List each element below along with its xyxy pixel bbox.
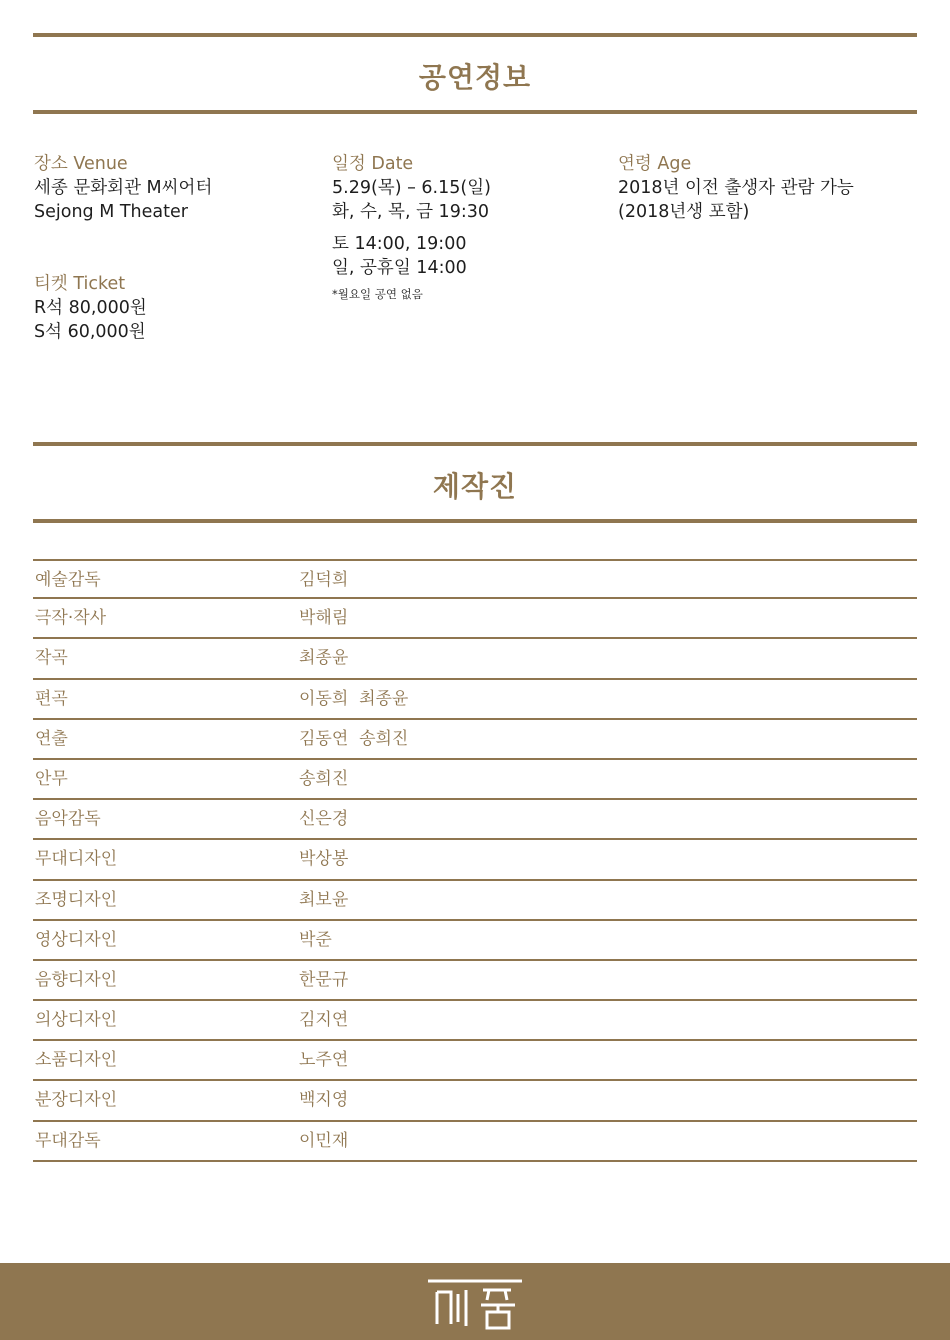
footer-bar [0,1263,950,1340]
credits-table [33,559,917,1162]
credit-name: 박준 [299,929,332,950]
info-bottom-rule [33,110,917,114]
credit-name: 김덕희 [299,570,349,590]
info-top-rule [33,33,917,37]
credits-section-title: 제작진 [432,470,518,503]
credit-name: 한문규 [299,969,349,990]
credit-row [33,1001,917,1041]
credit-name: 박해림 [299,608,349,629]
credit-name: 노주연 [299,1050,349,1071]
credit-name: 김동연 송희진 [299,728,409,749]
credit-row [33,881,917,921]
age-note: (2018년생 포함) [618,202,750,222]
ticket-price-s: S석 60,000원 [34,322,146,342]
date-range: 5.29(목) – 6.15(일) [332,178,491,198]
credit-role: 극작·작사 [35,608,107,629]
credit-row [33,840,917,880]
date-block [332,152,491,302]
credit-role: 소품디자인 [35,1050,118,1071]
date-label: 일정 Date [332,154,414,174]
age-requirement: 2018년 이전 출생자 관람 가능 [618,178,854,198]
credit-row [33,680,917,720]
credit-role: 편곡 [35,688,68,709]
credit-row [33,1041,917,1081]
ticket-block [34,272,147,344]
credit-row [33,800,917,840]
date-saturday-times: 토 14:00, 19:00 [332,234,467,254]
credit-name: 이민재 [299,1130,349,1151]
credit-role: 음악감독 [35,809,101,830]
credit-role: 예술감독 [35,570,101,590]
credit-row [33,1081,917,1121]
age-block [618,152,854,224]
credit-role: 무대디자인 [35,849,118,870]
credit-name: 백지영 [299,1090,349,1111]
credit-name: 송희진 [299,768,349,789]
credit-row [33,1122,917,1162]
credits-top-rule [33,442,917,446]
venue-name-ko: 세종 문화회관 M씨어터 [34,178,213,198]
credit-role: 안무 [35,768,68,789]
credits-bottom-rule [33,519,917,523]
date-note: *월요일 공연 없음 [332,287,423,301]
credit-role: 연출 [35,728,68,749]
credit-name: 최종윤 [299,648,349,669]
date-weekday-times: 화, 수, 목, 금 19:30 [332,202,489,222]
ticket-price-r: R석 80,000원 [34,298,147,318]
credit-name: 이동희 최종윤 [299,688,409,709]
credit-row [33,760,917,800]
sejong-logo-icon [427,1278,523,1334]
ticket-label: 티켓 Ticket [34,274,126,294]
credit-role: 조명디자인 [35,889,118,910]
info-section-title: 공연정보 [418,61,532,94]
credit-row [33,639,917,679]
credit-row [33,720,917,760]
credit-name: 박상봉 [299,849,349,870]
venue-label: 장소 Venue [34,154,128,174]
date-sunday-times: 일, 공휴일 14:00 [332,258,467,278]
credit-row [33,559,917,599]
credit-role: 무대감독 [35,1130,101,1151]
credit-name: 신은경 [299,809,349,830]
credit-row [33,599,917,639]
credit-name: 최보윤 [299,889,349,910]
credit-role: 영상디자인 [35,929,118,950]
credit-role: 의상디자인 [35,1010,118,1031]
venue-name-en: Sejong M Theater [34,202,188,222]
credit-role: 분장디자인 [35,1090,118,1111]
venue-block [34,152,212,224]
credit-role: 음향디자인 [35,969,118,990]
credit-row [33,921,917,961]
credit-role: 작곡 [35,648,68,669]
credit-row [33,961,917,1001]
credit-name: 김지연 [299,1010,349,1031]
age-label: 연령 Age [618,154,692,174]
